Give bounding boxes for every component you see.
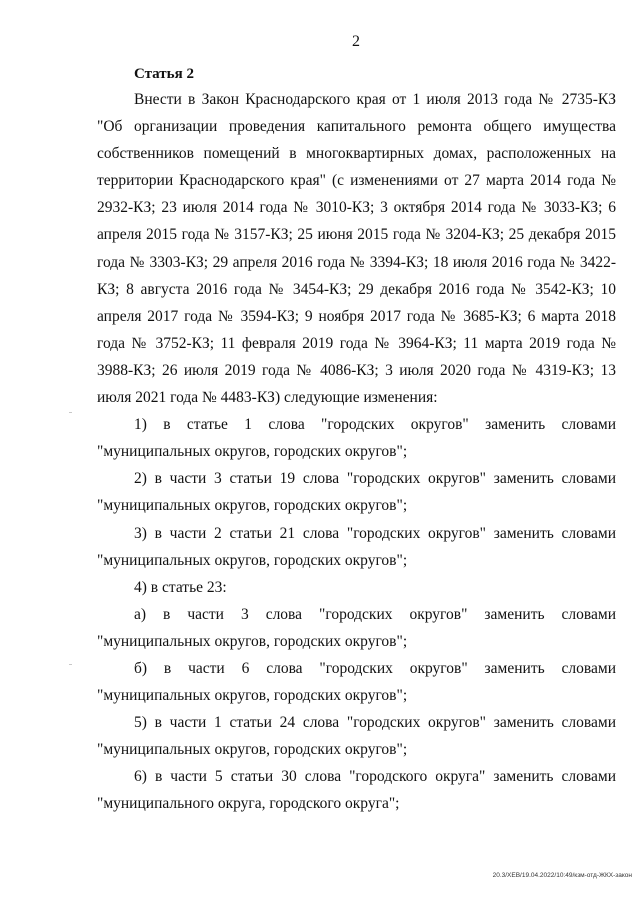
amendment-item-1: 1) в статье 1 слова "городских округов" заменить словами "муниципальных округов, городских округов"; [97,416,616,461]
amendment-item-5: 5) в части 1 статьи 24 слова "городских округов" заменить словами "муниципальных округов, городских округов"; [97,714,616,759]
margin-mark [69,412,72,413]
amendment-item-3: 3) в части 2 статьи 21 слова "городских округов" заменить словами "муниципальных округов, городских округов"; [97,524,616,569]
amendment-item-4: 4) в статье 23: [134,578,227,596]
footer-document-code: 20.3/ХЕВ/19.04.2022/10:49/кзм-отд-ЖКХ-закон [492,872,632,879]
amendment-item-4b: б) в части 6 слова "городских округов" заменить словами "муниципальных округов, городских округов"; [97,659,616,705]
amendment-item-2: 2) в части 3 статьи 19 слова "городских округов" заменить словами "муниципальных округов, городских округов"; [97,470,616,515]
intro-paragraph: Внести в Закон Краснодарского края от 1 июля 2013 года № 2735-КЗ "Об организации проведения капитального ремонта общего имущества собственников помещений в многоквартирных домах, расположенных на территории Краснодарского края" (с изменениями от 27 марта 2014 года № 2932-КЗ; 23 июля 2014 года № 3010-КЗ; 3 октября 2014 года № 3033-КЗ; 6 апреля 2015 года № 3157-КЗ; 25 июня 2015 года № 3204-КЗ; 25 декабря 2015 года № 3303-КЗ; 29 апреля 2016 года № 3394-КЗ; 18 июля 2016 года № 3422-КЗ; 8 августа 2016 года № 3454-КЗ; 29 декабря 2016 года № 3542-КЗ; 10 апреля 2017 года № 3594-КЗ; 9 ноября 2017 года № 3685-КЗ; 6 марта 2018 года № 3752-КЗ; 11 февраля 2019 года № 3964-КЗ; 11 марта 2019 года № 3988-КЗ; 26 июля 2019 года № 4086-КЗ; 3 июля 2020 года № 4319-КЗ; 13 июля 2021 года № 4483-КЗ) следующие изменения: [97,91,616,407]
page-number: 2 [352,33,360,50]
article-heading: Статья 2 [134,66,194,82]
margin-mark [69,664,72,665]
amendment-item-6: 6) в части 5 статьи 30 слова "городского округа" заменить словами "муниципального округа, городского округа"; [97,768,616,813]
article-body [97,86,616,818]
amendment-item-4a: а) в части 3 слова "городских округов" заменить словами "муниципальных округов, городских округов"; [97,605,616,650]
